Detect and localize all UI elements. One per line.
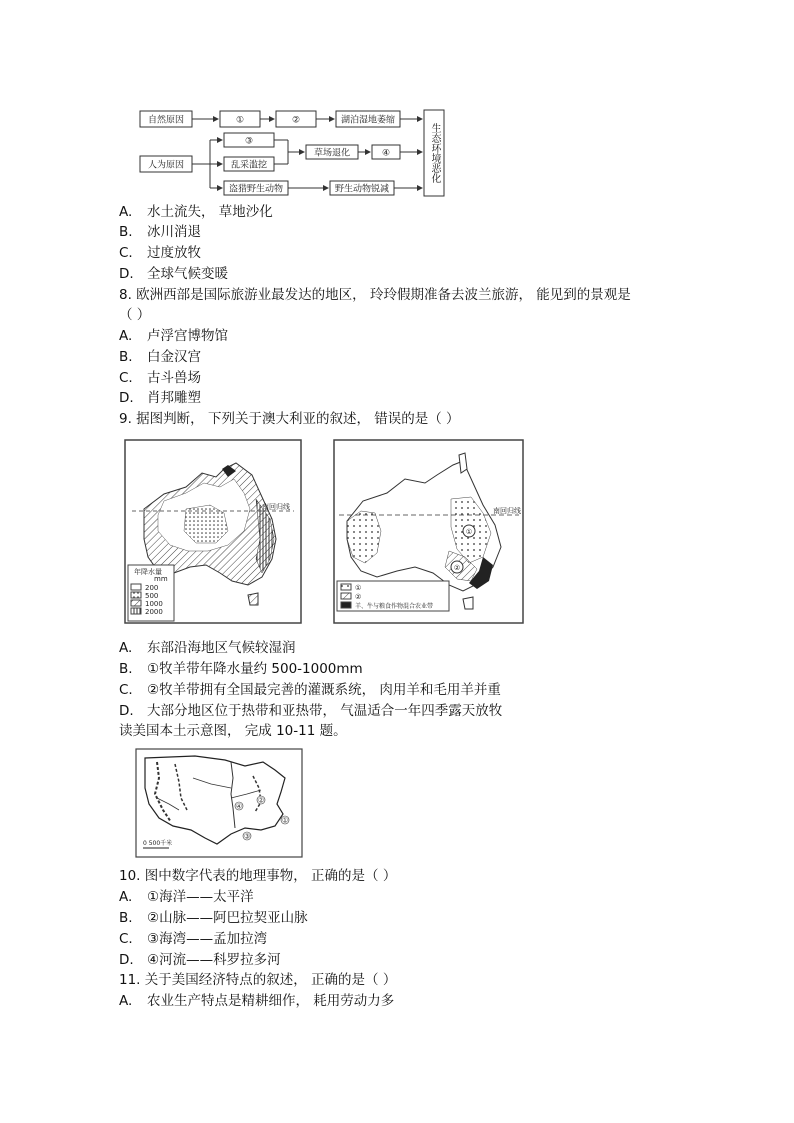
intro-10-11: 读美国本土示意图， 完成 10-11 题。 [119,723,347,739]
hunting-label: 盗猎野生动物 [228,184,284,195]
agri-tropic-label: 南回归线 [493,507,521,515]
human-cause-label: 人为原因 [147,160,185,171]
q8-option-b: B. 白金汉宫 [119,349,201,365]
q10-option-c: C. ③海湾——孟加拉湾 [119,931,268,947]
precip-legend-unit: mm [154,575,168,583]
q10-option-a: A. ①海洋——太平洋 [119,889,254,905]
us-marker-2: ② [257,796,265,805]
q9-stem: 9. 据图判断， 下列关于澳大利亚的叙述， 错误的是（ ） [119,411,460,427]
wildlife-label: 野生动物锐减 [334,184,390,195]
q9-option-b: B. ①牧羊带年降水量约 500-1000mm [119,661,363,677]
natural-cause-label: 自然原因 [147,115,185,126]
us-map [135,748,303,858]
q7-option-c: C. 过度放牧 [119,245,201,261]
agri-legend-item: ① [355,584,362,592]
q7-option-b: B. 冰川消退 [119,224,201,240]
q8-option-d: D. 肖邦雕塑 [119,390,201,406]
agri-legend-item: ② [355,593,362,601]
australia-precip-svg [124,439,302,624]
precip-legend-item: 1000 [145,600,163,608]
us-marker-3: ③ [243,832,251,841]
us-scale: 0 500千米 [143,840,173,847]
q8-option-a: A. 卢浮宫博物馆 [119,328,228,344]
q8-stem-cont: （ ） [119,307,151,323]
random-dig-label: 乱采滥挖 [230,160,268,171]
us-marker-4: ④ [235,802,243,811]
q7-option-a: A. 水土流失， 草地沙化 [119,204,273,220]
us-marker-1: ① [281,816,289,825]
precip-tropic-label: 南回归线 [262,503,290,511]
node-4-label: ④ [381,148,391,159]
q9-option-a: A. 东部沿海地区气候较湿润 [119,640,296,656]
q8-stem: 8. 欧洲西部是国际旅游业最发达的地区， 玲玲假期准备去波兰旅游， 能见到的景观是 [119,287,631,303]
australia-agri-map [333,439,524,624]
node-1-label: ① [235,115,245,126]
node-3-label: ③ [244,136,254,147]
precip-legend-item: 500 [145,592,159,600]
lake-wetland-label: 湖泊湿地萎缩 [340,115,396,126]
agri-legend-item: 羊、牛与粮食作物混合农业带 [355,603,434,610]
australia-precip-map [124,439,302,624]
precip-legend-item: 2000 [145,608,163,616]
q10-option-d: D. ④河流——科罗拉多河 [119,952,281,968]
q8-option-c: C. 古斗兽场 [119,370,201,386]
australia-agri-svg [333,439,524,624]
agri-marker-1: ① [465,528,473,536]
agri-marker-2: ② [453,564,461,572]
precip-legend-item: 200 [145,584,159,592]
q9-option-c: C. ②牧羊带拥有全国最完善的灌溉系统， 肉用羊和毛用羊并重 [119,682,501,698]
grassland-label: 草场退化 [313,148,351,159]
flowchart-svg [138,108,448,198]
precip-legend-title: 年降水量 [134,568,162,576]
flowchart-figure [138,108,448,198]
q11-option-a: A. 农业生产特点是精耕细作， 耗用劳动力多 [119,993,395,1009]
result-label: 生态环境恶化 [429,123,440,183]
node-2-label: ② [291,115,301,126]
q7-option-d: D. 全球气候变暖 [119,266,228,282]
us-map-svg [135,748,303,858]
q9-option-d: D. 大部分地区位于热带和亚热带， 气温适合一年四季露天放牧 [119,703,503,719]
q11-stem: 11. 关于美国经济特点的叙述， 正确的是（ ） [119,972,397,988]
q10-option-b: B. ②山脉——阿巴拉契亚山脉 [119,910,308,926]
q10-stem: 10. 图中数字代表的地理事物， 正确的是（ ） [119,868,397,884]
